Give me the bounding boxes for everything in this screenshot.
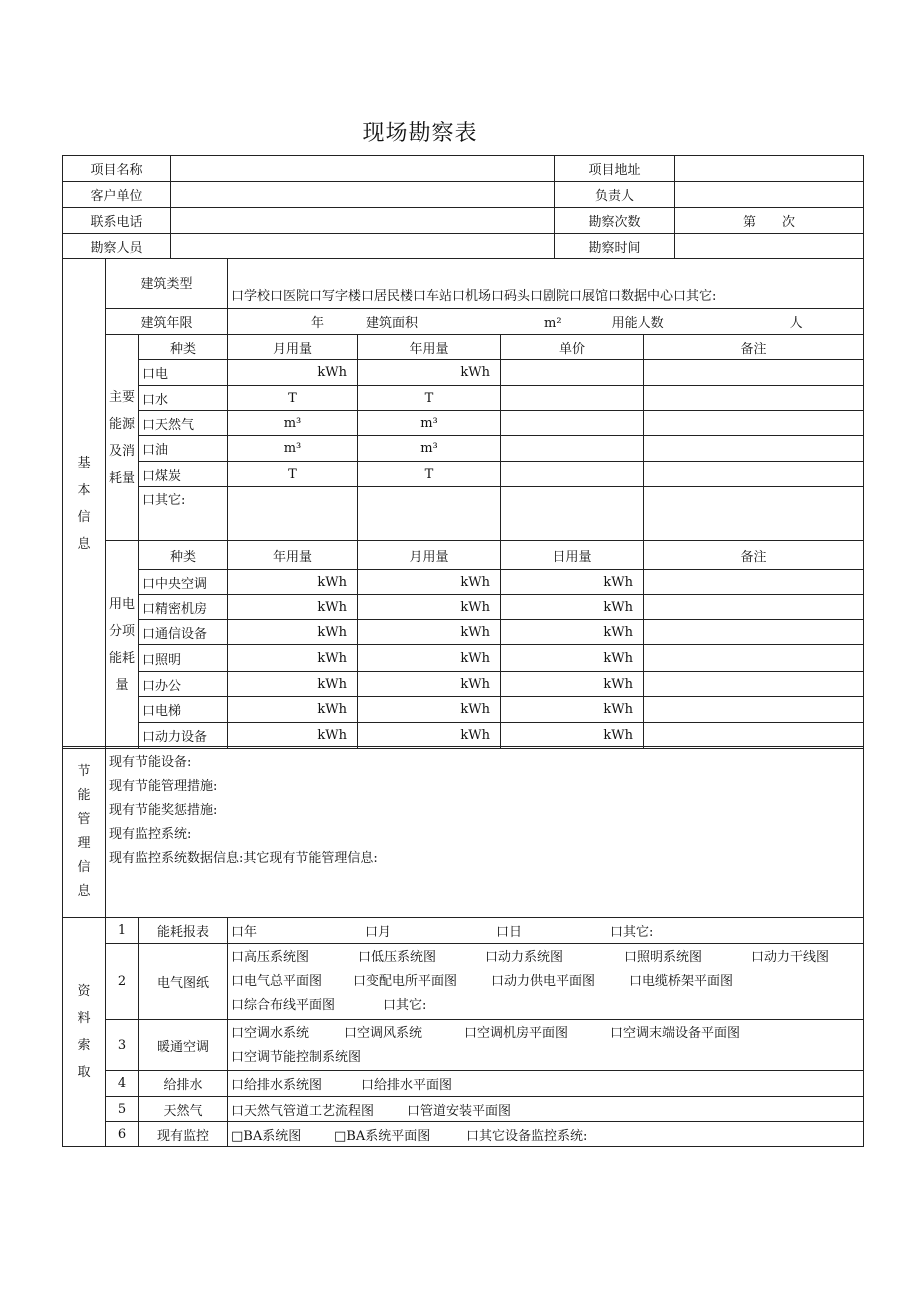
doc-checkbox[interactable]: 口给排水系统图 <box>231 1078 323 1093</box>
energy-note-cell[interactable] <box>644 411 864 436</box>
basic-info-table <box>62 258 864 749</box>
sub-type-cell[interactable]: 口动力设备 <box>139 723 228 749</box>
table-row <box>63 595 864 620</box>
energy-note-cell[interactable] <box>644 360 864 386</box>
doc-name: 天然气 <box>139 1097 228 1122</box>
sub-day-cell[interactable]: kWh <box>501 697 644 723</box>
docs-section-label: 资料索取 <box>63 918 106 1147</box>
sub-month-cell[interactable]: kWh <box>358 697 501 723</box>
sub-note-cell[interactable] <box>644 645 864 672</box>
header-table <box>62 155 864 259</box>
surveyor-label: 勘察人员 <box>63 234 171 259</box>
energy-year-cell[interactable]: m³ <box>358 411 501 436</box>
doc-checkbox[interactable]: □BA系统平面图 <box>334 1128 431 1144</box>
sub-day-cell[interactable]: kWh <box>501 723 644 749</box>
sub-year-cell[interactable]: kWh <box>228 620 358 645</box>
energy-price-cell[interactable] <box>501 462 644 487</box>
project-address-field[interactable] <box>675 156 864 182</box>
project-name-field[interactable] <box>171 156 555 182</box>
survey-time-label: 勘察时间 <box>555 234 675 259</box>
doc-checkbox[interactable]: 口空调机房平面图 <box>464 1026 569 1041</box>
doc-checkbox[interactable]: 口月 <box>365 925 392 940</box>
doc-checkbox[interactable]: 口动力供电平面图 <box>491 974 596 989</box>
sub-type-cell[interactable]: 口电梯 <box>139 697 228 723</box>
mgmt-line-monitoring-data: 现有监控系统数据信息:其它现有节能管理信息: <box>109 851 378 866</box>
year-unit: 年 <box>311 316 325 331</box>
basic-section-label: 基本信息 <box>63 259 106 749</box>
people-label: 用能人数 <box>611 316 664 331</box>
doc-checkbox[interactable]: 口日 <box>496 925 523 940</box>
energy-type-cell[interactable]: 口油 <box>139 436 228 462</box>
sub-year-cell[interactable]: kWh <box>228 570 358 595</box>
sub-note-cell[interactable] <box>644 570 864 595</box>
sub-year-cell[interactable]: kWh <box>228 723 358 749</box>
table-row <box>63 697 864 723</box>
sub-note-cell[interactable] <box>644 672 864 697</box>
doc-checkbox[interactable]: 口动力干线图 <box>751 950 830 965</box>
table-row <box>63 411 864 436</box>
doc-options[interactable] <box>228 1097 864 1122</box>
person-in-charge-label: 负责人 <box>555 182 675 208</box>
sub-month-cell[interactable]: kWh <box>358 723 501 749</box>
building-type-options[interactable]: 口学校口医院口写字楼口居民楼口车站口机场口码头口剧院口展馆口数据中心口其它: <box>228 259 864 309</box>
doc-name: 现有监控 <box>139 1122 228 1147</box>
doc-name: 电气图纸 <box>139 944 228 1020</box>
doc-checkbox[interactable]: 口空调末端设备平面图 <box>610 1026 741 1041</box>
table-row <box>63 462 864 487</box>
energy-year-cell[interactable] <box>358 487 501 541</box>
energy-header-month: 月用量 <box>228 335 358 360</box>
energy-year-cell[interactable]: T <box>358 386 501 411</box>
sub-year-cell[interactable]: kWh <box>228 672 358 697</box>
doc-checkbox[interactable]: 口空调节能控制系统图 <box>231 1050 362 1065</box>
sub-header-type: 种类 <box>139 541 228 570</box>
sub-year-cell[interactable]: kWh <box>228 595 358 620</box>
energy-month-cell[interactable]: m³ <box>228 436 358 462</box>
project-name-label: 项目名称 <box>63 156 171 182</box>
doc-no: 1 <box>106 918 139 944</box>
doc-checkbox[interactable]: 口其它: <box>383 998 427 1013</box>
table-row <box>63 570 864 595</box>
sub-note-cell[interactable] <box>644 723 864 749</box>
energy-price-cell[interactable] <box>501 386 644 411</box>
energy-month-cell[interactable]: kWh <box>228 360 358 386</box>
doc-checkbox[interactable]: 口其它设备监控系统: <box>466 1128 588 1144</box>
energy-year-cell[interactable]: kWh <box>358 360 501 386</box>
table-row <box>63 672 864 697</box>
energy-note-cell[interactable] <box>644 462 864 487</box>
table-row <box>63 645 864 672</box>
doc-options[interactable] <box>228 1020 864 1071</box>
sub-month-cell[interactable]: kWh <box>358 620 501 645</box>
sub-header-month: 月用量 <box>358 541 501 570</box>
energy-header-note: 备注 <box>644 335 864 360</box>
table-row <box>63 360 864 386</box>
energy-year-cell[interactable]: m³ <box>358 436 501 462</box>
sub-year-cell[interactable]: kWh <box>228 697 358 723</box>
table-row <box>63 436 864 462</box>
person-in-charge-field[interactable] <box>675 182 864 208</box>
sub-month-cell[interactable]: kWh <box>358 672 501 697</box>
sub-type-cell[interactable]: 口中央空调 <box>139 570 228 595</box>
mgmt-line-monitoring: 现有监控系统: <box>109 827 192 842</box>
phone-label: 联系电话 <box>63 208 171 234</box>
energy-month-cell[interactable] <box>228 487 358 541</box>
mgmt-line-equipment: 现有节能设备: <box>109 755 192 770</box>
mgmt-table <box>62 746 864 918</box>
surveyor-field[interactable] <box>171 234 555 259</box>
table-row <box>63 386 864 411</box>
building-year-label: 建筑年限 <box>106 309 228 335</box>
doc-checkbox[interactable]: 口动力系统图 <box>485 950 564 965</box>
doc-checkbox[interactable]: 口综合布线平面图 <box>231 998 336 1013</box>
energy-month-cell[interactable]: m³ <box>228 411 358 436</box>
sub-type-cell[interactable]: 口精密机房 <box>139 595 228 620</box>
doc-no: 6 <box>106 1122 139 1147</box>
sub-month-cell[interactable]: kWh <box>358 595 501 620</box>
survey-count-field[interactable]: 第 次 <box>675 208 864 234</box>
sub-note-cell[interactable] <box>644 620 864 645</box>
client-label: 客户单位 <box>63 182 171 208</box>
doc-checkbox[interactable]: 口低压系统图 <box>358 950 437 965</box>
doc-name: 暖通空调 <box>139 1020 228 1071</box>
energy-type-cell[interactable]: 口煤炭 <box>139 462 228 487</box>
doc-checkbox[interactable]: 口高压系统图 <box>231 950 310 965</box>
doc-checkbox[interactable]: 口管道安装平面图 <box>407 1103 512 1119</box>
doc-options[interactable] <box>228 1071 864 1097</box>
doc-no: 4 <box>106 1071 139 1097</box>
mgmt-section-label: 节能管理信息 <box>63 747 106 918</box>
doc-no: 3 <box>106 1020 139 1071</box>
area-unit: m² <box>544 316 562 331</box>
mgmt-line-measures: 现有节能管理措施: <box>109 779 218 794</box>
energy-price-cell[interactable] <box>501 487 644 541</box>
energy-note-cell[interactable] <box>644 386 864 411</box>
doc-checkbox[interactable]: 口天然气管道工艺流程图 <box>231 1103 375 1119</box>
doc-checkbox[interactable]: 口电气总平面图 <box>231 974 323 989</box>
docs-table <box>62 917 864 1147</box>
doc-name: 能耗报表 <box>139 918 228 944</box>
doc-name: 给排水 <box>139 1071 228 1097</box>
client-field[interactable] <box>171 182 555 208</box>
table-row <box>63 620 864 645</box>
sub-day-cell[interactable]: kWh <box>501 645 644 672</box>
sub-header-year: 年用量 <box>228 541 358 570</box>
sub-note-cell[interactable] <box>644 595 864 620</box>
energy-price-cell[interactable] <box>501 360 644 386</box>
doc-checkbox[interactable]: □BA系统图 <box>231 1128 302 1144</box>
doc-checkbox[interactable]: 口给排水平面图 <box>361 1078 453 1093</box>
mgmt-content[interactable] <box>106 747 864 918</box>
energy-header-year: 年用量 <box>358 335 501 360</box>
energy-note-cell[interactable] <box>644 436 864 462</box>
energy-type-cell[interactable]: 口天然气 <box>139 411 228 436</box>
energy-section-label: 主要能源及消耗量 <box>106 335 139 541</box>
sub-type-cell[interactable]: 口办公 <box>139 672 228 697</box>
energy-month-cell[interactable]: T <box>228 462 358 487</box>
phone-field[interactable] <box>171 208 555 234</box>
doc-checkbox[interactable]: 口年 <box>231 925 258 940</box>
sub-header-day: 日用量 <box>501 541 644 570</box>
doc-no: 5 <box>106 1097 139 1122</box>
doc-checkbox[interactable]: 口空调水系统 <box>231 1026 310 1041</box>
sub-type-cell[interactable]: 口照明 <box>139 645 228 672</box>
sub-header-note: 备注 <box>644 541 864 570</box>
energy-type-cell[interactable]: 口电 <box>139 360 228 386</box>
sub-day-cell[interactable]: kWh <box>501 570 644 595</box>
survey-time-field[interactable] <box>675 234 864 259</box>
energy-month-cell[interactable]: T <box>228 386 358 411</box>
energy-header-type: 种类 <box>139 335 228 360</box>
doc-checkbox[interactable]: 口变配电所平面图 <box>353 974 458 989</box>
sub-note-cell[interactable] <box>644 697 864 723</box>
doc-options[interactable] <box>228 1122 864 1147</box>
page-title: 现场勘察表 <box>362 121 478 146</box>
doc-options[interactable] <box>228 944 864 1020</box>
doc-checkbox[interactable]: 口电缆桥架平面图 <box>629 974 734 989</box>
energy-note-cell[interactable] <box>644 487 864 541</box>
table-row <box>63 723 864 749</box>
energy-header-price: 单价 <box>501 335 644 360</box>
sub-month-cell[interactable]: kWh <box>358 570 501 595</box>
sub-day-cell[interactable]: kWh <box>501 595 644 620</box>
energy-type-cell[interactable]: 口水 <box>139 386 228 411</box>
people-unit: 人 <box>789 316 803 331</box>
doc-checkbox[interactable]: 口其它: <box>610 925 654 940</box>
doc-options[interactable] <box>228 918 864 944</box>
doc-no: 2 <box>106 944 139 1020</box>
mgmt-line-incentives: 现有节能奖惩措施: <box>109 803 218 818</box>
building-year-area-people-row[interactable] <box>228 309 864 335</box>
energy-price-cell[interactable] <box>501 436 644 462</box>
doc-checkbox[interactable]: 口照明系统图 <box>624 950 703 965</box>
sub-day-cell[interactable]: kWh <box>501 672 644 697</box>
sub-year-cell[interactable]: kWh <box>228 645 358 672</box>
sub-month-cell[interactable]: kWh <box>358 645 501 672</box>
building-type-label: 建筑类型 <box>106 259 228 309</box>
table-row <box>63 487 864 541</box>
area-label: 建筑面积 <box>366 316 419 331</box>
doc-checkbox[interactable]: 口空调风系统 <box>344 1026 423 1041</box>
survey-count-label: 勘察次数 <box>555 208 675 234</box>
project-address-label: 项目地址 <box>555 156 675 182</box>
sub-day-cell[interactable]: kWh <box>501 620 644 645</box>
energy-price-cell[interactable] <box>501 411 644 436</box>
sub-section-label: 用电分项能耗量 <box>106 541 139 749</box>
energy-year-cell[interactable]: T <box>358 462 501 487</box>
energy-type-cell[interactable]: 口其它: <box>139 487 228 541</box>
sub-type-cell[interactable]: 口通信设备 <box>139 620 228 645</box>
